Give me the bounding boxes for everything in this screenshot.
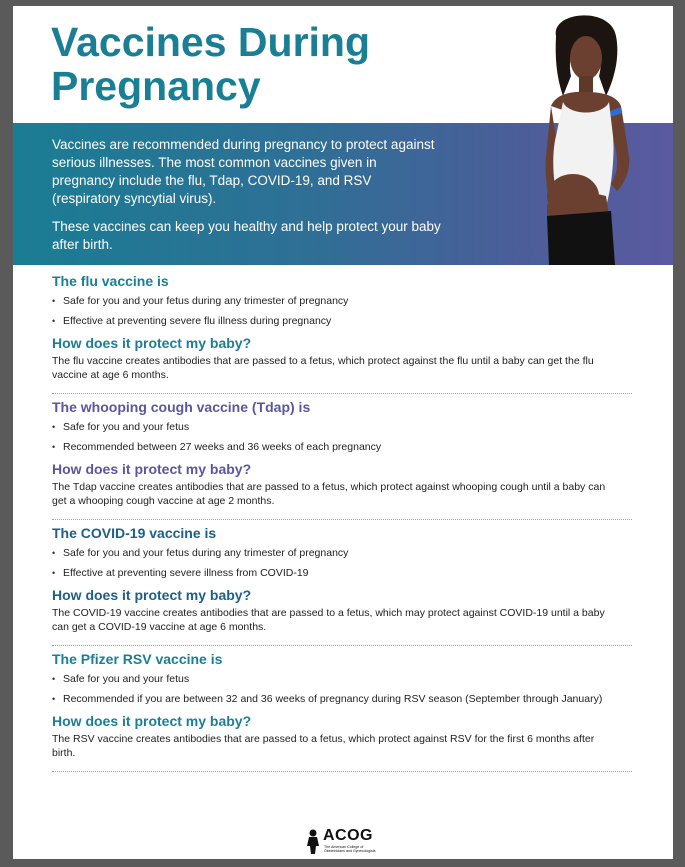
rsv-section: [52, 646, 637, 772]
section-title: The flu vaccine is: [52, 273, 169, 289]
how-title: How does it protect my baby?: [52, 335, 252, 351]
content-area: [52, 268, 637, 772]
list-item: • Effective at preventing severe illness from COVID-19: [52, 566, 637, 580]
covid-section: [52, 520, 637, 646]
intro-paragraph-2: These vaccines can keep you healthy and help protect your baby after birth.: [52, 219, 441, 252]
tdap-section: [52, 394, 637, 520]
list-item: • Safe for you and your fetus: [52, 420, 637, 434]
how-text: The RSV vaccine creates antibodies that are passed to a fetus, which protect against RSV for the first 6 months after birth.: [52, 733, 595, 759]
list-item: • Safe for you and your fetus during any trimester of pregnancy: [52, 294, 637, 308]
logo-subtitle: The American College of Obstetricians and Gynecologists: [324, 845, 376, 853]
document-page: [13, 6, 673, 859]
list-item: • Recommended between 27 weeks and 36 weeks of each pregnancy: [52, 440, 637, 454]
section-title: The whooping cough vaccine (Tdap) is: [52, 399, 311, 415]
how-text: The COVID-19 vaccine creates antibodies that are passed to a fetus, which may protect against COVID-19 until a baby can get a COVID-19 vaccine at age 6 months.: [52, 607, 605, 633]
acog-emblem-icon: [305, 828, 321, 854]
section-title: The Pfizer RSV vaccine is: [52, 651, 223, 667]
acog-logo: [305, 826, 395, 856]
how-title: How does it protect my baby?: [52, 587, 252, 603]
how-text: The flu vaccine creates antibodies that are passed to a fetus, which protect against the flu until a baby can get the flu vaccine at age 6 months.: [52, 355, 594, 381]
page-title: Vaccines During Pregnancy: [51, 19, 371, 109]
section-title: The COVID-19 vaccine is: [52, 525, 217, 541]
bullet-list: [52, 672, 637, 706]
how-title: How does it protect my baby?: [52, 713, 252, 729]
list-item: • Safe for you and your fetus during any trimester of pregnancy: [52, 546, 637, 560]
flu-section: [52, 268, 637, 394]
how-text: The Tdap vaccine creates antibodies that are passed to a fetus, which protect against whooping cough until a baby can get a whooping cough vaccine at age 2 months.: [52, 481, 606, 507]
logo-wordmark: ACOG: [323, 827, 373, 844]
bullet-list: [52, 546, 637, 580]
list-item: • Recommended if you are between 32 and 36 weeks of pregnancy during RSV season (September through January): [52, 692, 637, 706]
pregnant-woman-illustration: [511, 6, 661, 265]
intro-paragraph-1: Vaccines are recommended during pregnancy to protect against serious illnesses. The most common vaccines given in pregnancy include the flu, Tdap, COVID-19, and RSV (respiratory syncytial virus).: [52, 137, 435, 206]
list-item: • Effective at preventing severe flu illness during pregnancy: [52, 314, 637, 328]
list-item: • Safe for you and your fetus: [52, 672, 637, 686]
how-title: How does it protect my baby?: [52, 461, 252, 477]
bullet-list: [52, 420, 637, 454]
divider: [52, 771, 632, 772]
bullet-list: [52, 294, 637, 328]
